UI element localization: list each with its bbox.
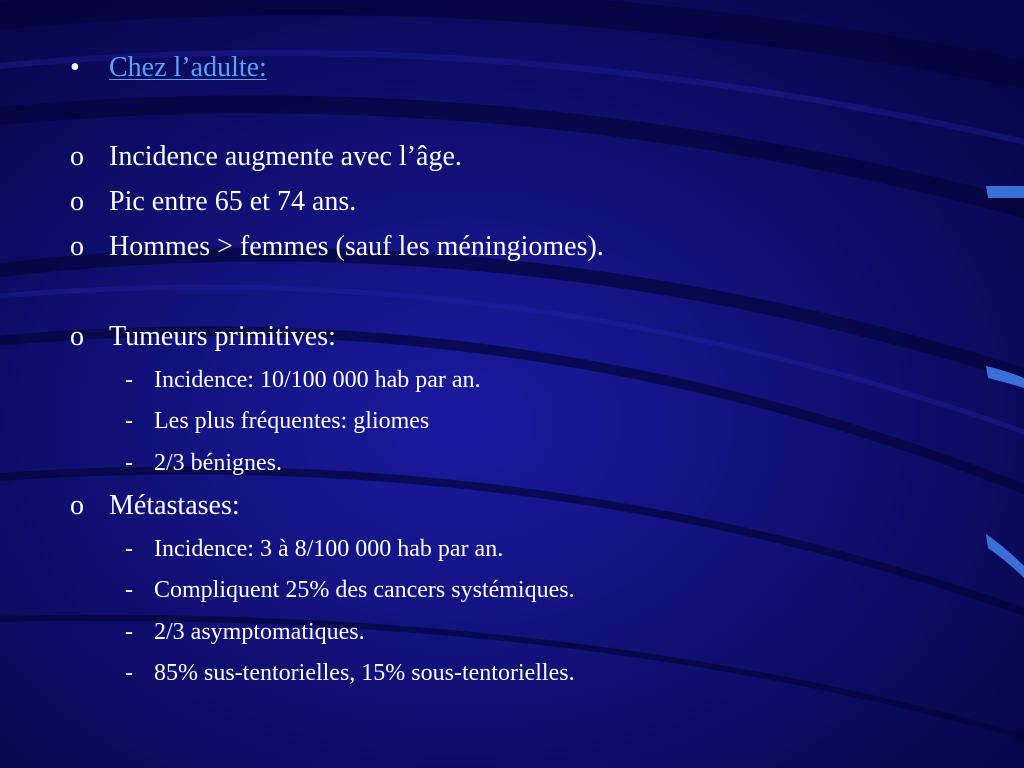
item-marker: o bbox=[70, 321, 84, 352]
item-marker: o bbox=[70, 231, 84, 262]
heading-link[interactable]: Chez l’adulte: bbox=[109, 52, 267, 83]
sub-item-marker: - bbox=[125, 450, 133, 476]
sub-item-marker: - bbox=[125, 408, 133, 434]
item-marker: o bbox=[70, 186, 84, 217]
sub-item-text: 2/3 bénignes. bbox=[154, 450, 282, 476]
item-text: Pic entre 65 et 74 ans. bbox=[109, 186, 357, 217]
sub-item-marker: - bbox=[125, 577, 133, 603]
sub-item-text: Incidence: 10/100 000 hab par an. bbox=[154, 367, 481, 393]
item-text: Métastases: bbox=[109, 490, 240, 521]
sub-item-text: Compliquent 25% des cancers systémiques. bbox=[154, 577, 575, 603]
item-text: Incidence augmente avec l’âge. bbox=[109, 141, 462, 172]
sub-item-marker: - bbox=[125, 536, 133, 562]
sub-item-marker: - bbox=[125, 619, 133, 645]
sub-item-text: Incidence: 3 à 8/100 000 hab par an. bbox=[154, 536, 504, 562]
item-marker: o bbox=[70, 490, 84, 521]
sub-item-marker: - bbox=[125, 367, 133, 393]
item-marker: o bbox=[70, 141, 84, 172]
sub-item-marker: - bbox=[125, 660, 133, 686]
item-text: Tumeurs primitives: bbox=[109, 321, 336, 352]
sub-item-text: 85% sus-tentorielles, 15% sous-tentorielles. bbox=[154, 660, 575, 686]
sub-item-text: Les plus fréquentes: gliomes bbox=[154, 408, 430, 434]
sub-item-text: 2/3 asymptomatiques. bbox=[154, 619, 365, 645]
bullet-marker: • bbox=[70, 52, 80, 83]
item-text: Hommes > femmes (sauf les méningiomes). bbox=[109, 231, 604, 262]
